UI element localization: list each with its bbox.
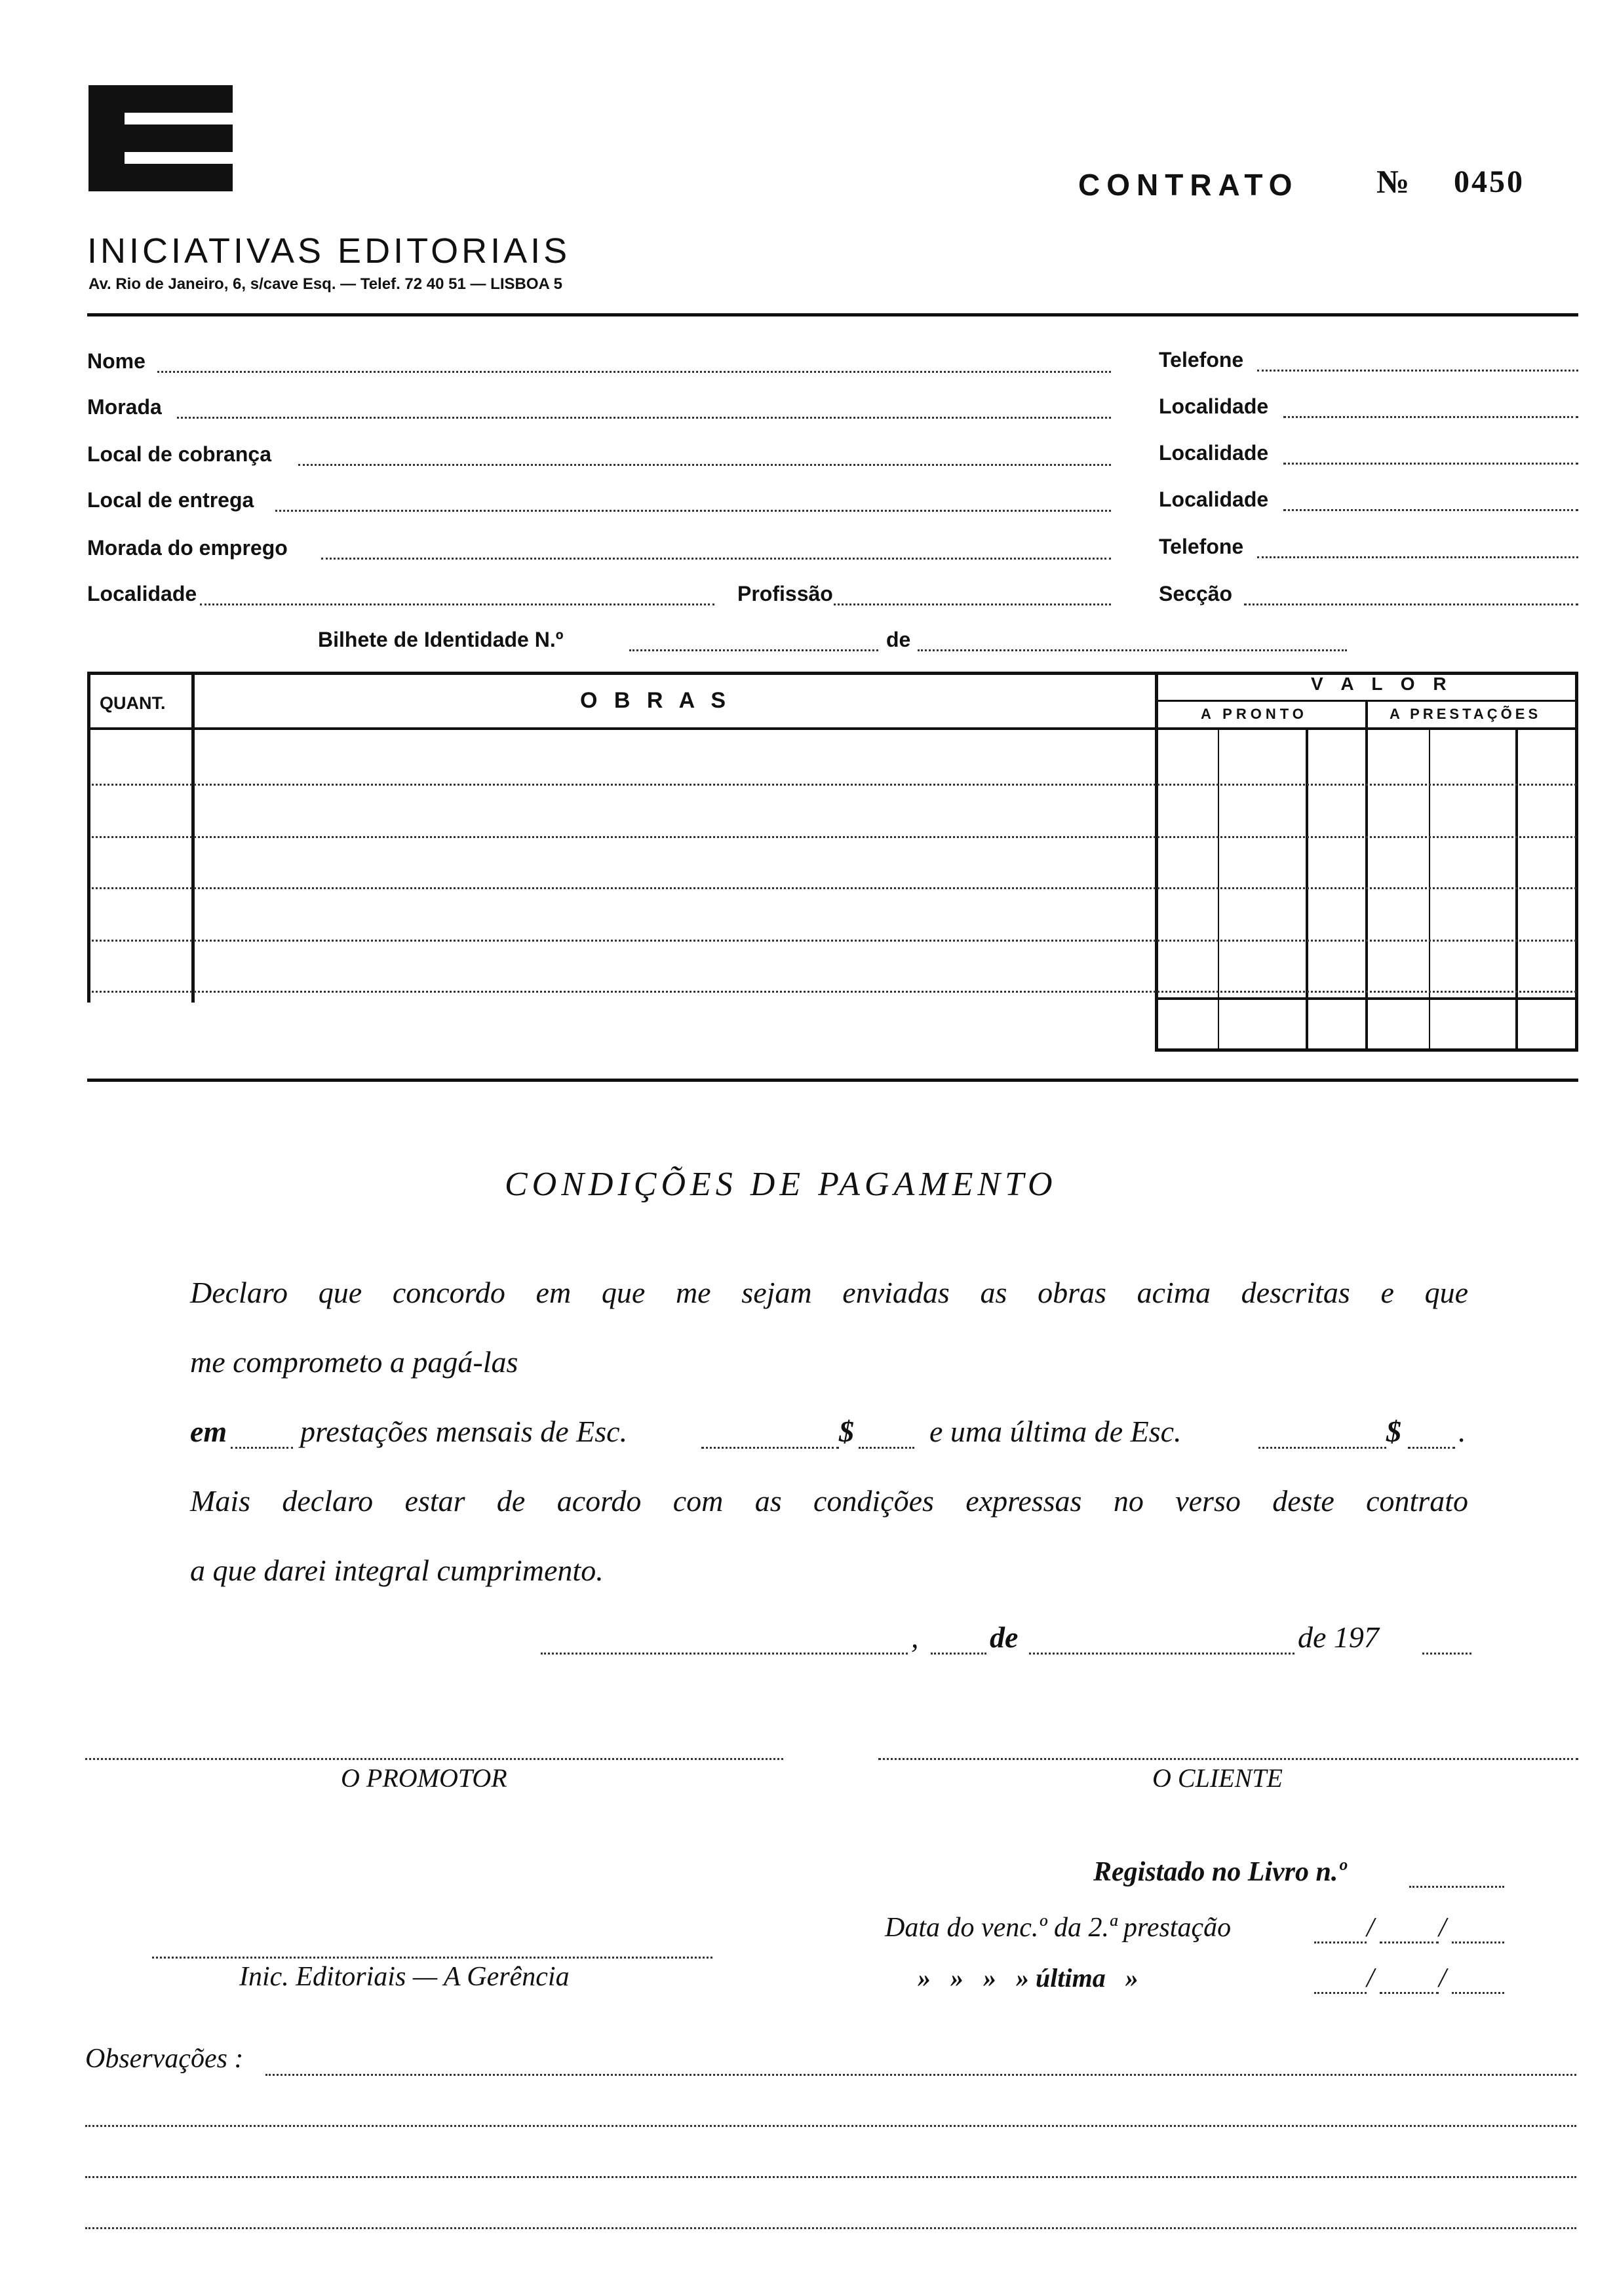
local-entrega-label: Local de entrega bbox=[87, 488, 254, 512]
observacoes-label: Observações : bbox=[85, 2044, 244, 2074]
localidade-field-2[interactable] bbox=[1283, 463, 1578, 465]
centavos-prestacao-field[interactable] bbox=[859, 1447, 914, 1449]
gerencia-signature-line[interactable] bbox=[152, 1957, 712, 1959]
localidade-label-2: Localidade bbox=[1159, 441, 1269, 465]
table-bottom-rule bbox=[87, 1079, 1578, 1082]
telefone-label-1: Telefone bbox=[1159, 348, 1244, 372]
registado-label: Registado no Livro n.º bbox=[1093, 1857, 1346, 1887]
company-address: Av. Rio de Janeiro, 6, s/cave Esq. — Telef. 72 40 51 — LISBOA 5 bbox=[88, 275, 562, 293]
slash-4: / bbox=[1439, 1963, 1447, 1993]
venc-year-2[interactable] bbox=[1452, 1942, 1504, 1943]
bilhete-label: Bilhete de Identidade N.º bbox=[318, 628, 564, 651]
localidade-left-label: Localidade bbox=[87, 582, 197, 605]
date-de-1: de bbox=[990, 1620, 1019, 1654]
company-name: INICIATIVAS EDITORIAIS bbox=[87, 231, 571, 271]
ultima-marks: » » » » última » bbox=[918, 1963, 1138, 1993]
venc-day-last[interactable] bbox=[1314, 1992, 1367, 1994]
valor-header: V A L O R bbox=[1311, 674, 1453, 694]
payment-title: CONDIÇÕES DE PAGAMENTO bbox=[505, 1166, 1057, 1203]
morada-emprego-label: Morada do emprego bbox=[87, 536, 288, 560]
profissao-field[interactable] bbox=[834, 603, 1111, 605]
seccao-field[interactable] bbox=[1244, 603, 1578, 605]
period: . bbox=[1458, 1415, 1466, 1448]
localidade-left-field[interactable] bbox=[200, 603, 714, 605]
observacoes-line-4[interactable] bbox=[85, 2227, 1576, 2229]
day-field[interactable] bbox=[931, 1653, 986, 1655]
dollar-sign-2: $ bbox=[1386, 1415, 1401, 1448]
cliente-label: O CLIENTE bbox=[1152, 1763, 1283, 1793]
valor-prestacao-field[interactable] bbox=[701, 1447, 839, 1449]
slash-1: / bbox=[1367, 1913, 1374, 1943]
seccao-label: Secção bbox=[1159, 582, 1233, 605]
payment-line1: Declaro que concordo em que me sejam enviadas as obras acima descritas e que bbox=[190, 1276, 1468, 1309]
centavos-ultima-field[interactable] bbox=[1408, 1447, 1455, 1449]
localidade-field-1[interactable] bbox=[1283, 416, 1578, 418]
venc-year-last[interactable] bbox=[1452, 1992, 1504, 1994]
observacoes-line-2[interactable] bbox=[85, 2125, 1576, 2127]
venc-month-2[interactable] bbox=[1380, 1942, 1439, 1943]
ultima-label: e uma última de Esc. bbox=[929, 1415, 1182, 1448]
a-prestacoes-header: A PRESTAÇÕES bbox=[1390, 706, 1542, 722]
payment-line4: Mais declaro estar de acordo com as condições expressas no verso deste contrato bbox=[190, 1484, 1468, 1518]
local-cobranca-field[interactable] bbox=[298, 464, 1111, 466]
telefone-label-2: Telefone bbox=[1159, 535, 1244, 558]
place-field[interactable] bbox=[541, 1653, 908, 1655]
bilhete-field[interactable] bbox=[629, 649, 878, 651]
registado-field[interactable] bbox=[1409, 1886, 1504, 1888]
dollar-sign-1: $ bbox=[839, 1415, 854, 1448]
promotor-label: O PROMOTOR bbox=[341, 1763, 507, 1793]
bilhete-de-field[interactable] bbox=[918, 649, 1347, 651]
venc-month-last[interactable] bbox=[1380, 1992, 1439, 1994]
header-rule bbox=[87, 313, 1578, 316]
telefone-field-1[interactable] bbox=[1257, 370, 1578, 372]
data-venc-label: Data do venc.º da 2.ª prestação bbox=[885, 1913, 1232, 1943]
localidade-field-3[interactable] bbox=[1283, 509, 1578, 511]
observacoes-line-3[interactable] bbox=[85, 2176, 1576, 2178]
contract-label: CONTRATO bbox=[1078, 168, 1299, 202]
venc-day-2[interactable] bbox=[1314, 1942, 1367, 1943]
localidade-label-1: Localidade bbox=[1159, 394, 1269, 418]
local-cobranca-label: Local de cobrança bbox=[87, 442, 271, 466]
contract-number: 0450 bbox=[1454, 164, 1525, 199]
local-entrega-field[interactable] bbox=[275, 510, 1111, 512]
promotor-signature-line[interactable] bbox=[85, 1758, 783, 1760]
prestacoes-label: prestações mensais de Esc. bbox=[300, 1415, 628, 1448]
profissao-label: Profissão bbox=[737, 582, 833, 605]
payment-line2: me comprometo a pagá-las bbox=[190, 1345, 518, 1379]
slash-3: / bbox=[1367, 1963, 1374, 1993]
slash-2: / bbox=[1439, 1913, 1447, 1943]
morada-emprego-field[interactable] bbox=[321, 558, 1111, 560]
telefone-field-2[interactable] bbox=[1257, 556, 1578, 558]
observacoes-line-1[interactable] bbox=[265, 2074, 1576, 2076]
valor-ultima-field[interactable] bbox=[1258, 1447, 1386, 1449]
gerencia-label: Inic. Editoriais — A Gerência bbox=[239, 1962, 570, 1992]
bilhete-de-label: de bbox=[886, 628, 911, 651]
nome-label: Nome bbox=[87, 349, 146, 373]
a-pronto-header: A PRONTO bbox=[1201, 706, 1308, 722]
morada-field[interactable] bbox=[177, 417, 1111, 419]
month-field[interactable] bbox=[1029, 1653, 1294, 1655]
date-comma: , bbox=[911, 1620, 919, 1654]
year-field[interactable] bbox=[1422, 1653, 1471, 1655]
payment-line5: a que darei integral cumprimento. bbox=[190, 1554, 604, 1587]
quant-header: QUANT. bbox=[100, 693, 166, 713]
localidade-label-3: Localidade bbox=[1159, 488, 1269, 511]
nome-field[interactable] bbox=[157, 371, 1111, 373]
em-label: em bbox=[190, 1415, 227, 1448]
obras-header: O B R A S bbox=[580, 688, 731, 713]
morada-label: Morada bbox=[87, 395, 162, 419]
number-sign: № bbox=[1376, 163, 1410, 200]
cliente-signature-line[interactable] bbox=[878, 1758, 1578, 1760]
date-de-2: de 197 bbox=[1298, 1620, 1379, 1654]
num-prestacoes-field[interactable] bbox=[231, 1447, 293, 1449]
